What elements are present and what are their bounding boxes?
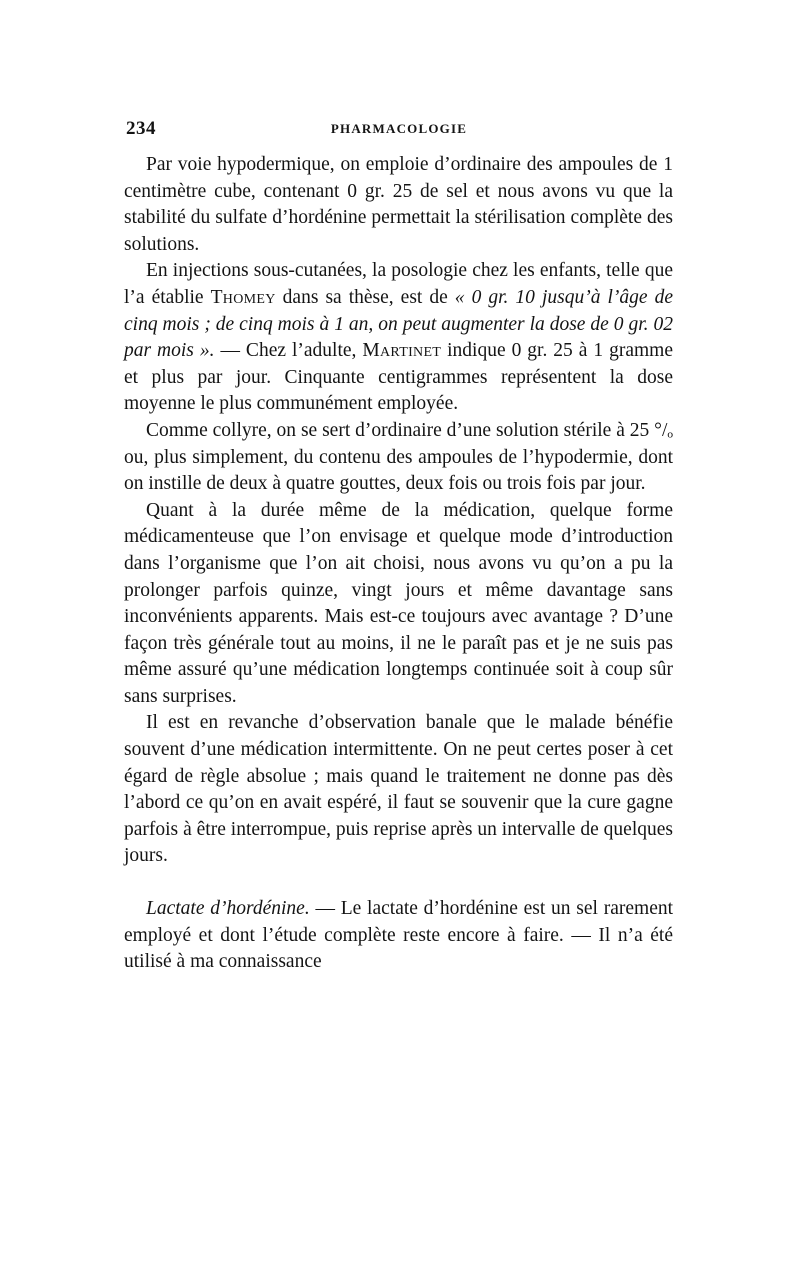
- posology-text-d: indique 0 gr. 25 à 1 gramme et plus par jour. Cinquante centigrammes représentent la dose moyenne le plus communément employée.: [124, 340, 674, 415]
- paragraph-posology: [124, 258, 673, 418]
- section-heading-lactate: Lactate d’hordénine.: [146, 898, 310, 920]
- running-title: PHARMACOLOGIE: [330, 121, 468, 136]
- running-head: [126, 118, 672, 144]
- posology-quote: « 0 gr. 10 jusqu’à l’âge de cinq mois ; de cinq mois à 1 an, on peut augmenter la dose de 0 gr. 02 par mois ».: [124, 286, 673, 362]
- body-text: [124, 152, 673, 976]
- author-name-martinet: Martinet: [362, 340, 442, 362]
- author-name-thomey: Thomey: [210, 286, 276, 308]
- posology-text-b: dans sa thèse, est de: [275, 286, 455, 308]
- posology-text-a: En injections sous-cutanées, la posologie chez les enfants, telle que l’a établie: [124, 260, 673, 308]
- paragraph-collyre: Comme collyre, on se sert d’ordinaire d’une solution stérile à 25 °/ₒ ou, plus simplement, du contenu des ampoules de l’hypodermie, dont on instille de deux à quatre gouttes, deux fois ou trois fois par jour.: [124, 419, 673, 495]
- posology-text-c: — Chez l’adulte,: [214, 340, 363, 362]
- lactate-text: — Le lactate d’hordénine est un sel rarement employé et dont l’étude complète reste encore à faire. — Il n’a été utilisé à ma connaissance: [124, 898, 674, 973]
- paragraph-duration: Quant à la durée même de la médication, quelque forme médicamenteuse que l’on envisage et quelque mode d’introduction dans l’organisme que l’on ait choisi, nous avons vu qu’on a pu la prolonger parfois quinze, vingt jours et même davantage sans inconvénients apparents. Mais est-ce toujours avec avantage ? D’une façon très générale tout au moins, il ne le paraît pas et je ne suis pas même assuré qu’une médication longtemps continuée soit à coup sûr sans surprises.: [124, 499, 673, 707]
- paragraph-hypodermic-ampoules: Par voie hypodermique, on emploie d’ordinaire des ampoules de 1 centimètre cube, contenant 0 gr. 25 de sel et nous avons vu que la stabilité du sulfate d’hordénine permettait la stérilisation complète des solutions.: [124, 154, 673, 255]
- page-number: 234: [126, 118, 156, 139]
- paragraph-intermittent: Il est en revanche d’observation banale que le malade bénéfie souvent d’une médication intermittente. On ne peut certes poser à cet égard de règle absolue ; mais quand le traitement ne donne pas dès l’abord ce qu’on en avait espéré, il faut se souvenir que la cure gagne parfois à être interrompue, puis reprise après un intervalle de quelques jours.: [124, 712, 673, 867]
- paragraph-lactate: [124, 896, 673, 976]
